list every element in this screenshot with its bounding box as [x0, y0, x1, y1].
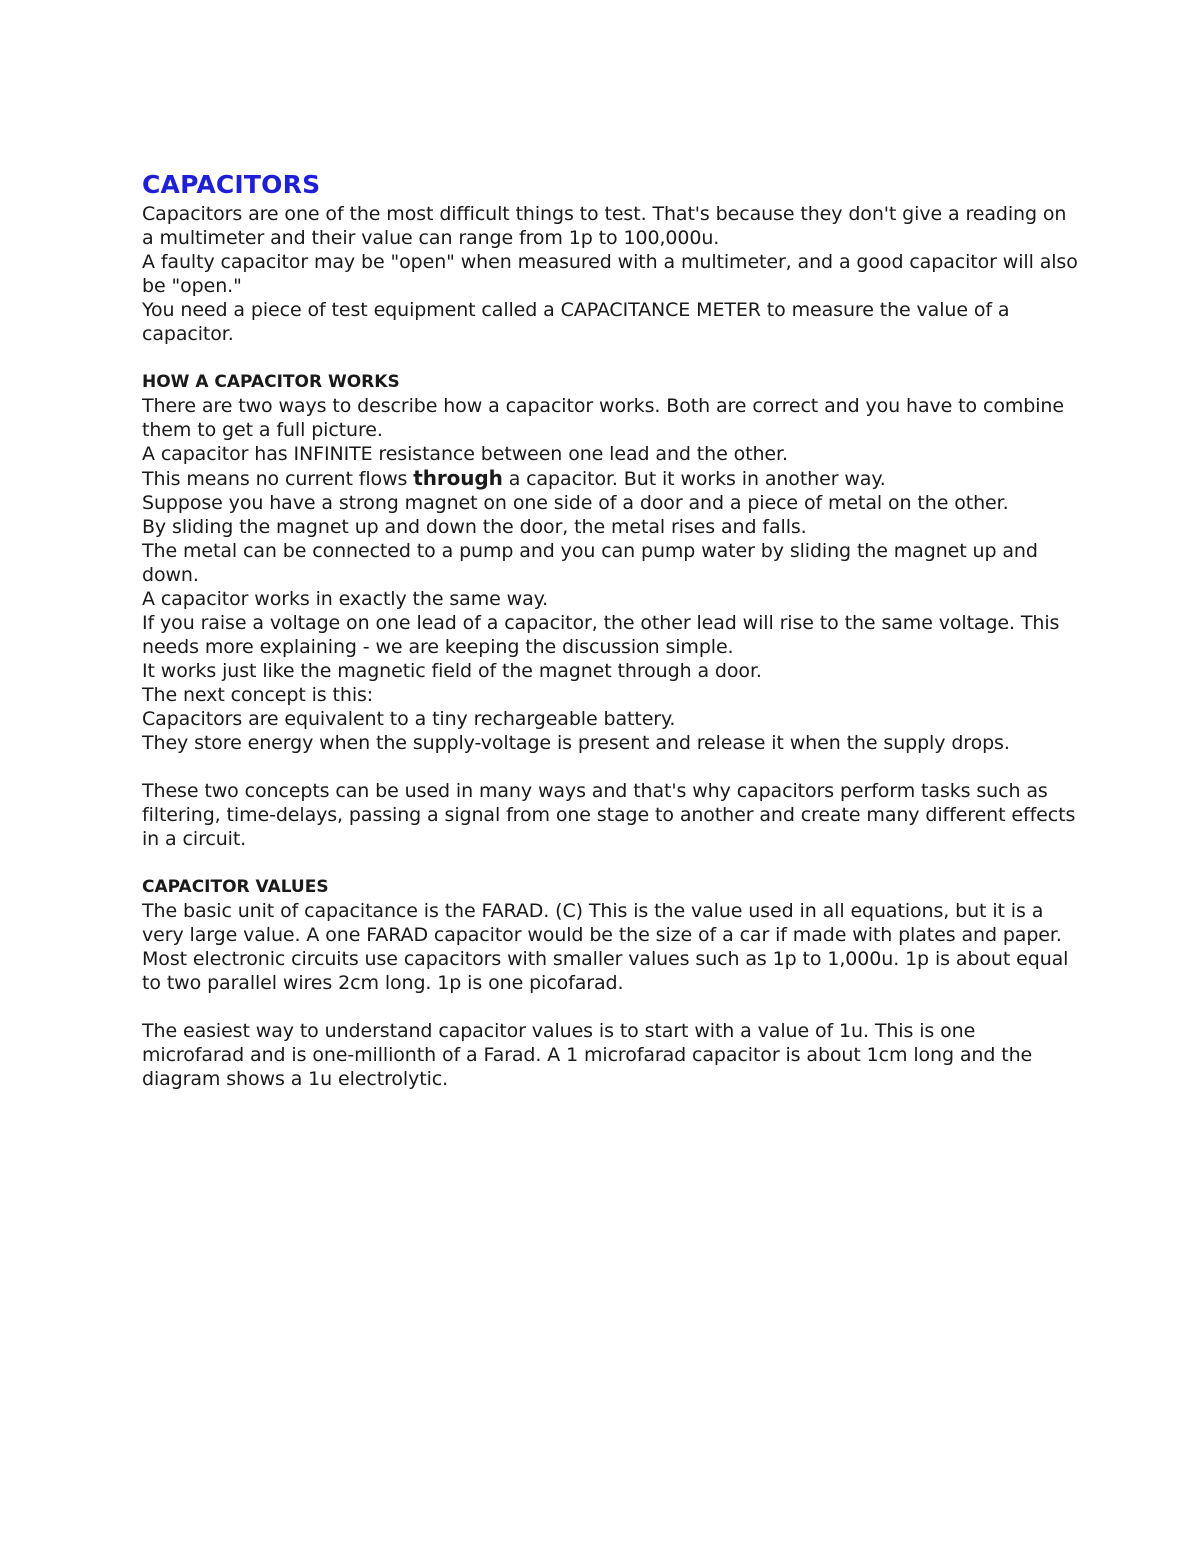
how-line-2: A capacitor has INFINITE resistance between one lead and the other. — [142, 443, 788, 465]
how-line-sliding: By sliding the magnet up and down the door, the metal rises and falls. — [142, 516, 807, 538]
how-line-1: There are two ways to describe how a capacitor works. Both are correct and you have to combine them to get a full picture. — [142, 395, 1064, 441]
spacer — [142, 346, 1082, 370]
intro-paragraph-2: A faulty capacitor may be "open" when measured with a multimeter, and a good capacitor will also be "open." — [142, 251, 1078, 297]
section-heading-values: CAPACITOR VALUES — [142, 877, 329, 897]
intro-paragraph-3: You need a piece of test equipment called a CAPACITANCE METER to measure the value of a capacitor. — [142, 299, 1010, 345]
values-paragraph-2: The easiest way to understand capacitor values is to start with a value of 1u. This is one microfarad and is one-millionth of a Farad. A 1 microfarad capacitor is about 1cm long and the diagram shows a 1u electrolytic. — [142, 1020, 1033, 1090]
how-line-next-concept: The next concept is this: — [142, 684, 374, 706]
values-paragraph-1: The basic unit of capacitance is the FARAD. (C) This is the value used in all equations, but it is a very large value. A one FARAD capacitor would be the size of a car if made with plates and paper. Most electronic circuits use capacitors with smaller values such as 1p to 1,000u. 1p is about equal to two parallel wires 2cm long. 1p is one picofarad. — [142, 900, 1069, 994]
document-page — [142, 168, 1082, 1091]
intro-paragraph-1: Capacitors are one of the most difficult things to test. That's because they don't give a reading on a multimeter and their value can range from 1p to 100,000u. — [142, 203, 1067, 249]
how-line-battery: Capacitors are equivalent to a tiny rechargeable battery. — [142, 708, 676, 730]
section-heading-how-it-works: HOW A CAPACITOR WORKS — [142, 372, 400, 392]
spacer — [142, 995, 1082, 1019]
through-after: a capacitor. But it works in another way. — [502, 468, 886, 490]
how-line-magnet: Suppose you have a strong magnet on one side of a door and a piece of metal on the other. — [142, 492, 1009, 514]
spacer — [142, 755, 1082, 779]
how-line-store-energy: They store energy when the supply-voltage is present and release it when the supply drops. — [142, 732, 1010, 754]
through-emphasis: through — [413, 466, 503, 490]
how-line-voltage: If you raise a voltage on one lead of a capacitor, the other lead will rise to the same voltage. This needs more explaining - we are keeping the discussion simple. — [142, 612, 1060, 658]
how-line-through — [142, 466, 1082, 491]
document-title: CAPACITORS — [142, 170, 321, 199]
through-before: This means no current flows — [142, 468, 414, 490]
how-line-pump: The metal can be connected to a pump and you can pump water by sliding the magnet up and down. — [142, 540, 1038, 586]
how-line-same-way: A capacitor works in exactly the same way. — [142, 588, 549, 610]
how-line-field: It works just like the magnetic field of the magnet through a door. — [142, 660, 762, 682]
how-summary-paragraph: These two concepts can be used in many ways and that's why capacitors perform tasks such as filtering, time-delays, passing a signal from one stage to another and create many different effects in a circuit. — [142, 780, 1076, 850]
spacer — [142, 851, 1082, 875]
